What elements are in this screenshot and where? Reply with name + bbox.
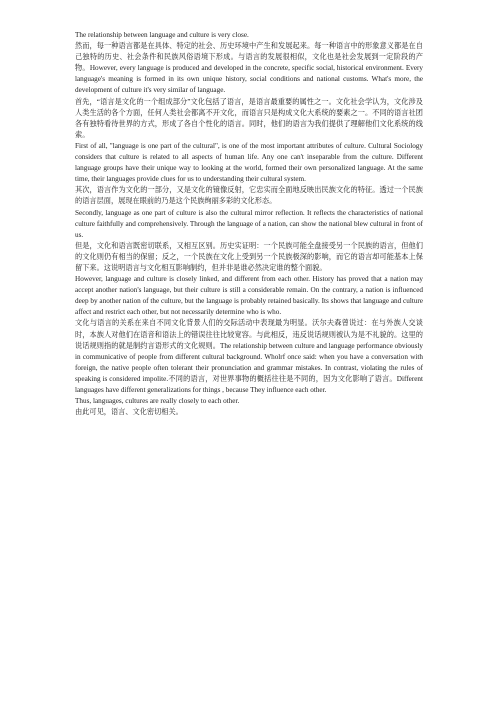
- paragraph-however: 然而，每一种语言都是在具体、特定的社会、历史环境中产生和发展起来。每一种语言中的形象意义都是在自己独特的历史、社会条件和民族风俗语境下形成。与语言的发展很相似，文化也是社会发展到一定阶段的产物。However, every language is produced and developed in the concrete, specific social, historical environment. Every language's meaning is formed in its own unique history, social conditions and national customs. What's more, the development of culture it's very similar of language.: [75, 42, 423, 95]
- paragraph-however-zh: 但是，文化和语言既密切联系，又相互区别。历史实证明：一个民族可能全盘接受另一个民族的语言，但他们的文化则仍有相当的保留；反之，一个民族在文化上受到另一个民族极深的影响，而它的语言却可能基本上保留下来。这说明语言与文化相互影响制约，但并非是谁必然决定谁的整个面貌。: [75, 241, 423, 272]
- paragraph-first-zh: 首先，“语言是文化的一个组成部分”文化包括了语言，是语言最重要的属性之一。文化社会学认为，文化涉及人类生活的各个方面，任何人类社会都离不开文化，而语言只是构成文化大系统的要素之一。不同的语言社团各有独特看待世界的方式，形成了各自个性化的语言。同时，他们的语言为我们提供了理解他们文化系统的线索。: [75, 97, 423, 139]
- paragraph-communication: 文化与语言的关系在来自不同文化背景人们的交际活动中表现最为明显。沃尔夫森曾说过：在与外族人交谈时，本族人对他们在语音和语法上的错误往往比较宽容。与此相反，违反说话规则被认为是不礼貌的。这里的说话规则指的就是制约言语形式的文化规则。The relationship between culture and language performance obviously in communicative of people from different cultural background. Wholrf once said: when you have a conversation with foreign, the native people often tolerant their pronunciation and grammar mistakes. In contrast, violating the rules of speaking is considered impolite.不同的语言，对世界事物的概括往往是不同的，因为文化影响了语言。Different languages have different generalizations for things , because They influence each other.: [75, 319, 423, 394]
- paragraph-conclusion-zh: 由此可见，语言、文化密切相关。: [75, 408, 183, 417]
- paragraph-second-en: Secondly, language as one part of culture is also the cultural mirror reflection. It reflects the characteristics of national culture faithfully and comprehensively. Through the language of a nation, can show the national blew cultural in front of us.: [75, 208, 423, 239]
- paragraph-conclusion-en: Thus, languages, cultures are really closely to each other.: [75, 397, 240, 406]
- paragraph-intro: The relationship between language and culture is very close.: [75, 31, 249, 39]
- paragraph-first-en: First of all, "language is one part of the cultural", is one of the most important attributes of culture. Cultural Sociology considers that culture is related to all aspects of human life. Any one can't inseparable from the culture. Different language groups have their unique way to looking at the world, formed their own personalized language. At the same time, their languages provide clues for us to understanding their cultural system.: [75, 141, 423, 184]
- document-page: [75, 30, 423, 418]
- paragraph-however-en: However, language and culture is closely linked, and different from each other. History has proved that a nation may accept another nation's language, but their culture is still a considerable remain. On the contrary, a nation is influenced deep by another nation of the culture, but the language is probably retained basically. Its shows that language and culture affect and restrict each other, but not necessarily determine who is who.: [75, 275, 423, 317]
- paragraph-second-zh: 其次，语言作为文化的一部分，又是文化的镜像反射，它忠实而全面地反映出民族文化的特征。透过一个民族的语言层面，展现在眼前的乃是这个民族绚丽多彩的文化形态。: [75, 186, 423, 206]
